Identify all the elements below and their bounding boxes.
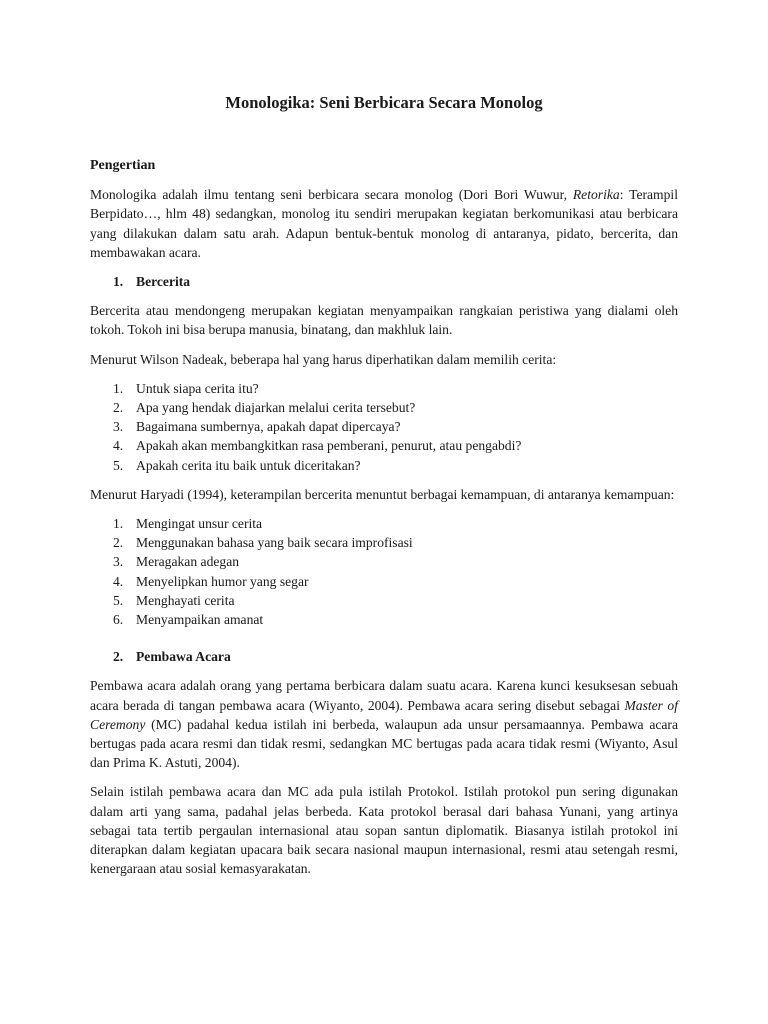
section-heading-pengertian: Pengertian [90, 158, 156, 173]
list-item [90, 552, 678, 571]
document-body [90, 156, 678, 889]
list-number: 5. [113, 592, 124, 608]
list-item [90, 436, 678, 455]
list-number: 5. [113, 457, 124, 473]
subheading-label: Bercerita [136, 274, 191, 290]
list-number: 2. [113, 535, 124, 551]
paragraph-pengertian [90, 185, 678, 262]
list-item [90, 379, 678, 398]
italic-term: Master of Ceremony [90, 697, 678, 732]
paragraph-text: : Terampil Berpidato…, hlm 48) sedangkan, monolog itu sendiri merupakan kegiatan berkomunikasi atau berbicara yang dilakukan dalam satu arah. Adapun bentuk-bentuk monolog di antaranya, pidato, bercerita, dan membawakan acara. [90, 187, 678, 260]
list-item [90, 514, 678, 533]
list-number: 4. [113, 573, 124, 589]
list-item [90, 533, 678, 552]
list-text: Menyampaikan amanat [136, 612, 264, 628]
list-number: 1. [113, 380, 124, 396]
subheading-pembawa-acara [90, 647, 678, 666]
list-item [90, 398, 678, 417]
list-number: 4. [113, 438, 124, 454]
list-text: Menggunakan bahasa yang baik secara improfisasi [136, 535, 413, 551]
list-haryadi [90, 514, 678, 629]
list-number: 3. [113, 554, 124, 570]
list-text: Menyelipkan humor yang segar [136, 573, 309, 589]
list-number: 3. [113, 419, 124, 435]
subheading-label: Pembawa Acara [136, 649, 231, 665]
paragraph-bercerita-2: Menurut Wilson Nadeak, beberapa hal yang harus diperhatikan dalam memilih cerita: [90, 351, 557, 367]
paragraph-bercerita-3: Menurut Haryadi (1994), keterampilan bercerita menuntut berbagai kemampuan, di antaranya kemampuan: [90, 486, 675, 502]
list-text: Bagaimana sumbernya, apakah dapat dipercaya? [136, 419, 401, 435]
list-number: 1. [113, 516, 124, 532]
list-text: Apakah cerita itu baik untuk diceritakan? [136, 457, 361, 473]
list-item [90, 417, 678, 436]
subheading-number: 2. [113, 649, 124, 665]
paragraph-bercerita-1: Bercerita atau mendongeng merupakan kegiatan menyampaikan rangkaian peristiwa yang dialami oleh tokoh. Tokoh ini bisa berupa manusia, binatang, dan makhluk lain. [90, 303, 678, 338]
list-text: Mengingat unsur cerita [136, 516, 263, 532]
document-title: Monologika: Seni Berbicara Secara Monolog [225, 93, 543, 112]
paragraph-text: Monologika adalah ilmu tentang seni berbicara secara monolog (Dori Bori Wuwur, [90, 187, 573, 203]
list-item [90, 456, 678, 475]
list-item [90, 572, 678, 591]
subheading-bercerita [90, 272, 678, 291]
subheading-number: 1. [113, 274, 124, 290]
list-text: Apa yang hendak diajarkan melalui cerita tersebut? [136, 400, 416, 416]
list-text: Menghayati cerita [136, 592, 235, 608]
paragraph-text: Pembawa acara adalah orang yang pertama berbicara dalam suatu acara. Karena kunci kesuksesan sebuah acara berada di tangan pembawa acara (Wiyanto, 2004). Pembawa acara sering disebut sebagai [90, 678, 678, 713]
list-text: Untuk siapa cerita itu? [136, 380, 259, 396]
list-item [90, 591, 678, 610]
list-text: Apakah akan membangkitkan rasa pemberani, penurut, atau pengabdi? [136, 438, 522, 454]
list-text: Meragakan adegan [136, 554, 240, 570]
list-item [90, 610, 678, 629]
list-wilson-nadeak [90, 379, 678, 475]
paragraph-pembawa-2: Selain istilah pembawa acara dan MC ada pula istilah Protokol. Istilah protokol pun sering digunakan dalam arti yang sama, padahal jelas berbeda. Kata protokol berasal dari bahasa Yunani, yang artinya sebagai tata tertib pergaulan internasional atau sopan santun diplomatik. Biasanya istilah protokol ini diterapkan dalam kegiatan upacara baik secara nasional maupun internasional, resmi atau setengah resmi, kenergaraan atau sosial kemasyarakatan. [90, 784, 678, 877]
italic-term: Retorika [572, 187, 620, 203]
list-number: 2. [113, 400, 124, 416]
paragraph-pembawa-1 [90, 676, 678, 772]
paragraph-text: (MC) padahal kedua istilah ini berbeda, walaupun ada unsur persamaannya. Pembawa acara bertugas pada acara resmi dan tidak resmi, sedangkan MC bertugas pada acara tidak resmi (Wiyanto, Asul dan Prima K. Astuti, 2004). [90, 716, 678, 771]
list-number: 6. [113, 612, 124, 628]
